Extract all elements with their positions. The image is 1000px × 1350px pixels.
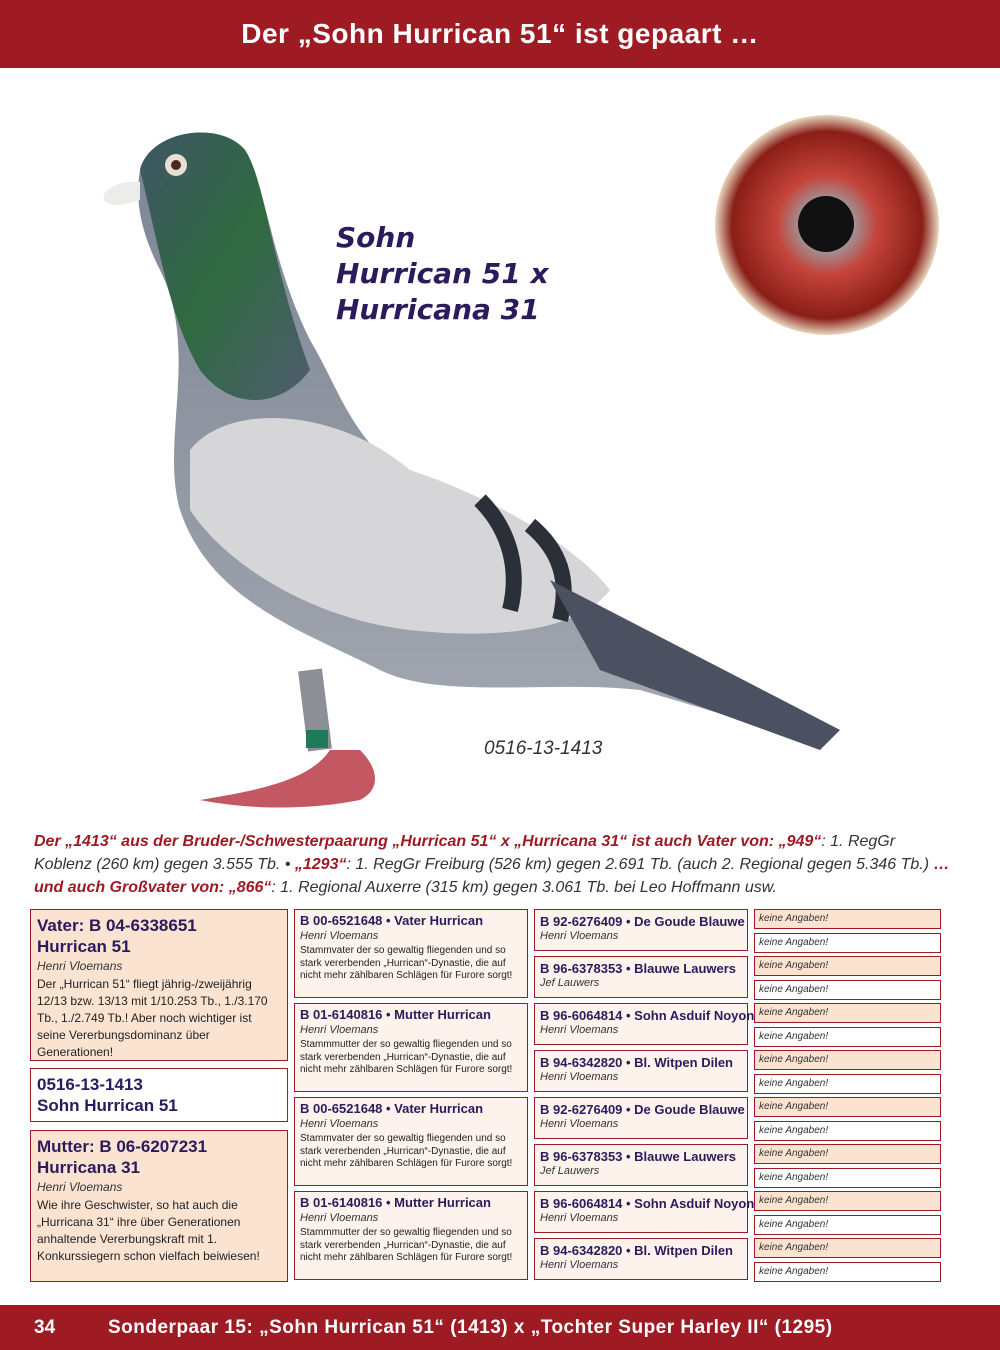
great-grandparent-box <box>534 1003 755 1045</box>
ring-number: 0516-13-1413 <box>484 738 603 759</box>
great-grandparent-ring: B 96-6064814 • Sohn Asduif Noyon <box>540 1008 755 1023</box>
great-grandparent-box <box>534 1050 748 1092</box>
great-grandparent-owner: Jef Lauwers <box>540 1165 600 1177</box>
desc-intro: Der „1413“ aus der Bruder-/Schwesterpaarung „Hurrican 51“ x „Hurricana 31“ ist auch Vater von: „949“ <box>34 833 822 850</box>
grandparent-ring: B 01-6140816 • Mutter Hurrican <box>300 1195 491 1210</box>
grandparent-box <box>294 1191 528 1280</box>
no-info-cell: keine Angaben! <box>754 1191 941 1211</box>
father-owner: Henri Vloemans <box>37 959 123 973</box>
subject-ring: 0516-13-1413 <box>37 1075 143 1094</box>
no-info-cell: keine Angaben! <box>754 956 941 976</box>
grandparent-ring: B 00-6521648 • Vater Hurrican <box>300 913 484 928</box>
no-info-cell: keine Angaben! <box>754 1215 941 1235</box>
father-ring: Vater: B 04-6338651 <box>37 916 197 935</box>
great-grandparent-ring: B 92-6276409 • De Goude Blauwe <box>540 1102 745 1117</box>
grandparent-text: Stammmutter der so gewaltig fliegenden und so stark vererbenden „Hurrican“-Dynastie, die auf nicht mehr zählbaren Schlägen für Furore sorgt! <box>300 1039 513 1075</box>
father-text: Der „Hurrican 51“ fliegt jährig-/zweijährig 12/13 bzw. 13/13 mit 1/10.253 Tb., 1./3.170 Tb., 1./2.749 Tb.! Aber noch wichtiger ist seine Vererbungsdominanz über Generationen! <box>37 977 268 1059</box>
father-name: Hurrican 51 <box>37 937 131 956</box>
great-grandparent-owner: Henri Vloemans <box>540 1212 619 1224</box>
mother-owner: Henri Vloemans <box>37 1180 123 1194</box>
subject-box <box>30 1068 288 1122</box>
desc-result-1: : 1. RegGr Koblenz (260 km) gegen 3.555 Tb. • <box>34 833 896 873</box>
great-grandparent-box <box>534 1238 748 1280</box>
title-line-1: Sohn <box>336 221 416 254</box>
grandparent-owner: Henri Vloemans <box>300 1024 379 1036</box>
grandparent-box <box>294 1097 528 1186</box>
great-grandparent-ring: B 92-6276409 • De Goude Blauwe <box>540 914 745 929</box>
mother-name: Hurricana 31 <box>37 1158 140 1177</box>
no-info-cell: keine Angaben! <box>754 1262 941 1282</box>
title-line-3: Hurricana 31 <box>336 293 540 326</box>
grandparent-box <box>294 1003 528 1092</box>
description-paragraph <box>34 830 954 899</box>
great-grandparent-ring: B 94-6342820 • Bl. Witpen Dilen <box>540 1055 734 1070</box>
no-info-cell: keine Angaben! <box>754 1003 941 1023</box>
desc-grandchild: … und auch Großvater von: „866“ <box>34 856 950 896</box>
mother-text: Wie ihre Geschwister, so hat auch die „Hurricana 31“ ihre über Generationen anhaltende Vererbungskraft mit 1. Konkurssiegern schon vielfach beiwiesen! <box>37 1198 260 1263</box>
great-grandparent-owner: Henri Vloemans <box>540 1118 619 1130</box>
no-info-cell: keine Angaben! <box>754 909 941 929</box>
no-info-cell: keine Angaben! <box>754 1121 941 1141</box>
great-grandparent-ring: B 96-6378353 • Blauwe Lauwers <box>540 961 737 976</box>
no-info-cell: keine Angaben! <box>754 1238 941 1258</box>
desc-result-2: : 1. RegGr Freiburg (526 km) gegen 2.691 Tb. (auch 2. Regional gegen 5.346 Tb.) <box>346 856 934 873</box>
no-info-cell: keine Angaben! <box>754 1050 941 1070</box>
page-number: 34 <box>34 1317 56 1338</box>
grandparent-text: Stammvater der so gewaltig fliegenden und so stark vererbenden „Hurrican“-Dynastie, die auf nicht mehr zählbaren Schlägen für Furore sorgt! <box>300 945 513 981</box>
no-info-cell: keine Angaben! <box>754 980 941 1000</box>
great-grandparent-owner: Henri Vloemans <box>540 1024 619 1036</box>
grandparent-text: Stammvater der so gewaltig fliegenden und so stark vererbenden „Hurrican“-Dynastie, die auf nicht mehr zählbaren Schlägen für Furore sorgt! <box>300 1133 513 1169</box>
great-grandparent-owner: Henri Vloemans <box>540 930 619 942</box>
mother-box <box>30 1130 288 1282</box>
desc-result-3: : 1. Regional Auxerre (315 km) gegen 3.061 Tb. bei Leo Hoffmann usw. <box>271 879 777 896</box>
great-grandparent-box <box>534 909 748 951</box>
page-footer <box>0 1305 1000 1350</box>
great-grandparent-box <box>534 956 748 998</box>
grandparent-owner: Henri Vloemans <box>300 1212 379 1224</box>
great-grandparent-box <box>534 1097 748 1139</box>
great-grandparent-ring: B 94-6342820 • Bl. Witpen Dilen <box>540 1243 734 1258</box>
grandparent-ring: B 00-6521648 • Vater Hurrican <box>300 1101 484 1116</box>
great-grandparent-owner: Henri Vloemans <box>540 1259 619 1271</box>
grandparent-ring: B 01-6140816 • Mutter Hurrican <box>300 1007 491 1022</box>
great-grandparent-owner: Henri Vloemans <box>540 1071 619 1083</box>
page-header: Der „Sohn Hurrican 51“ ist gepaart … <box>0 0 1000 68</box>
grandparent-text: Stammmutter der so gewaltig fliegenden und so stark vererbenden „Hurrican“-Dynastie, die auf nicht mehr zählbaren Schlägen für Furore sorgt! <box>300 1227 513 1263</box>
subject-name: Sohn Hurrican 51 <box>37 1096 178 1115</box>
title-line-2: Hurrican 51 x <box>336 257 549 290</box>
mother-ring: Mutter: B 06-6207231 <box>37 1137 208 1156</box>
no-info-cell: keine Angaben! <box>754 1168 941 1188</box>
grandparent-box <box>294 909 528 998</box>
great-grandparent-owner: Jef Lauwers <box>540 977 600 989</box>
pigeon-eye-photo <box>714 114 940 336</box>
footer-title: Sonderpaar 15: „Sohn Hurrican 51“ (1413) x „Tochter Super Harley II“ (1295) <box>108 1317 833 1338</box>
grandparent-owner: Henri Vloemans <box>300 930 379 942</box>
great-grandparent-box <box>534 1191 755 1233</box>
no-info-cell: keine Angaben! <box>754 933 941 953</box>
great-grandparent-ring: B 96-6378353 • Blauwe Lauwers <box>540 1149 737 1164</box>
desc-child-2: „1293“ <box>294 856 347 873</box>
no-info-cell: keine Angaben! <box>754 1144 941 1164</box>
great-grandparent-box <box>534 1144 748 1186</box>
great-grandparent-ring: B 96-6064814 • Sohn Asduif Noyon <box>540 1196 755 1211</box>
grandparent-owner: Henri Vloemans <box>300 1118 379 1130</box>
father-box <box>30 909 288 1061</box>
no-info-cell: keine Angaben! <box>754 1074 941 1094</box>
pigeon-name-title <box>336 220 549 328</box>
no-info-cell: keine Angaben! <box>754 1097 941 1117</box>
no-info-cell: keine Angaben! <box>754 1027 941 1047</box>
